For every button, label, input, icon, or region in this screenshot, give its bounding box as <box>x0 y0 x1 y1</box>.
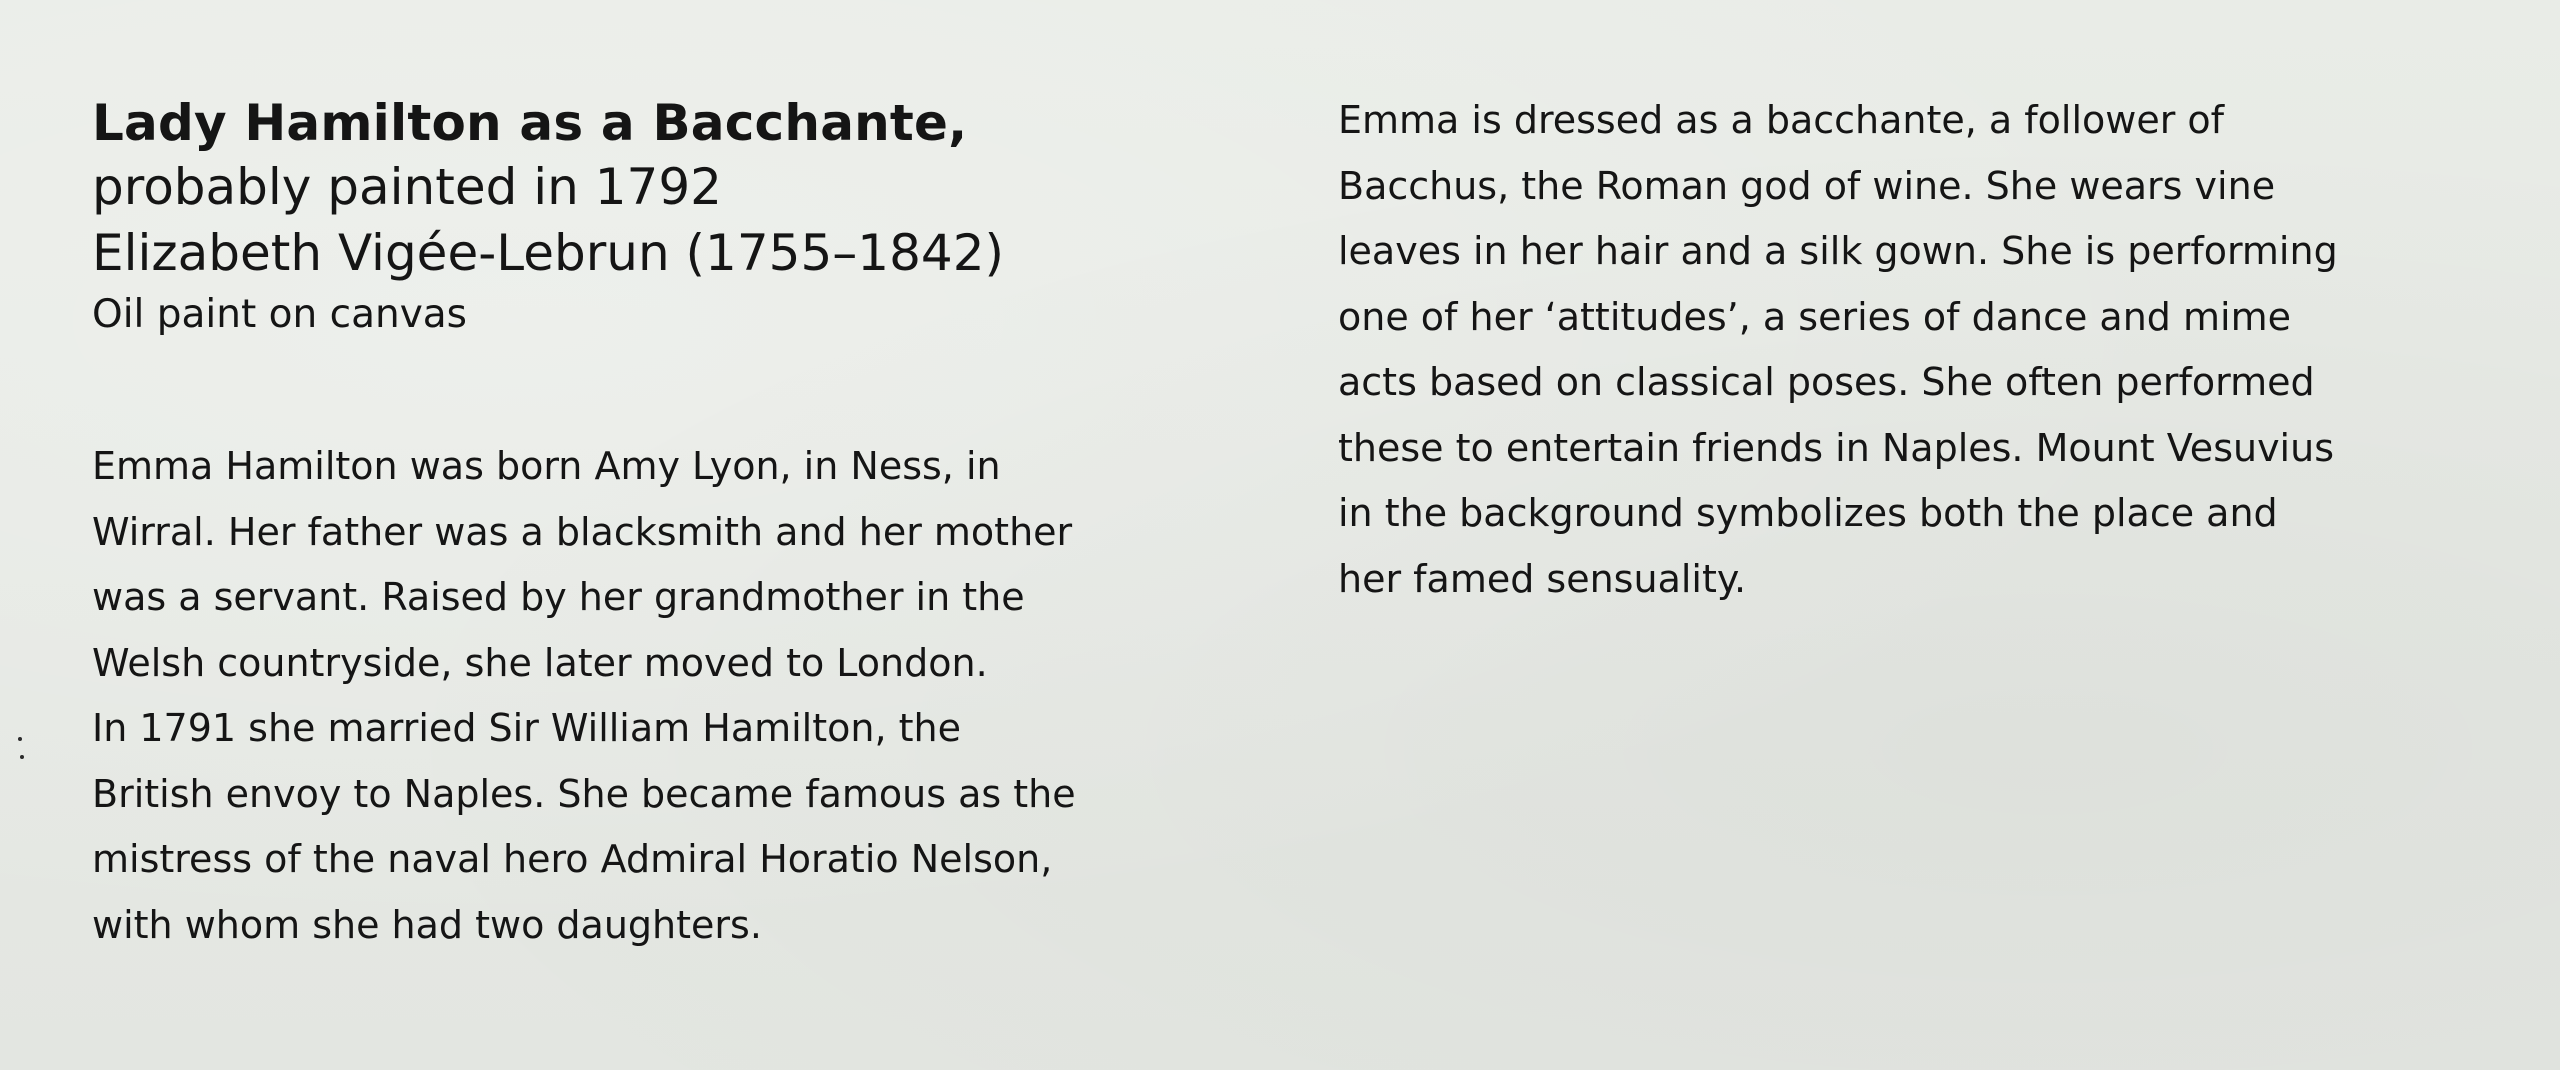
artwork-date: probably painted in 1792 <box>92 158 722 216</box>
paragraph-line: Emma is dressed as a bacchante, a follower of <box>1338 98 2225 142</box>
paragraph-line: Welsh countryside, she later moved to London. <box>92 640 988 685</box>
paragraph-line: these to entertain friends in Naples. Mount Vesuvius <box>1338 425 2334 470</box>
paragraph-line: acts based on classical poses. She often performed <box>1338 360 2315 404</box>
artwork-medium: Oil paint on canvas <box>92 292 467 337</box>
artwork-title: Lady Hamilton as a Bacchante, <box>92 94 968 152</box>
surface-speck <box>18 737 22 741</box>
label-right-column <box>1338 88 2498 612</box>
surface-speck <box>20 755 24 759</box>
biography-paragraph <box>92 434 1242 958</box>
paragraph-line: mistress of the naval hero Admiral Horatio Nelson, <box>92 837 1053 881</box>
paragraph-line: Wirral. Her father was a blacksmith and her mother <box>92 509 1073 554</box>
label-left-column <box>92 92 1272 958</box>
paragraph-line: in the background symbolizes both the place and <box>1338 491 2278 535</box>
paragraph-line: was a servant. Raised by her grandmother in the <box>92 575 1025 619</box>
paragraph-line: leaves in her hair and a silk gown. She is performing <box>1338 229 2338 273</box>
artist-name-dates: Elizabeth Vigée-Lebrun (1755–1842) <box>92 224 1005 282</box>
paragraph-line: In 1791 she married Sir William Hamilton, the <box>92 706 961 750</box>
paragraph-line: British envoy to Naples. She became famous as the <box>92 771 1076 816</box>
paragraph-line: her famed sensuality. <box>1338 556 1747 601</box>
paragraph-line: one of her ‘attitudes’, a series of dance and mime <box>1338 294 2291 339</box>
paragraph-line: Bacchus, the Roman god of wine. She wears vine <box>1338 163 2276 208</box>
paragraph-line: Emma Hamilton was born Amy Lyon, in Ness, in <box>92 444 1001 488</box>
paragraph-line: with whom she had two daughters. <box>92 902 762 947</box>
